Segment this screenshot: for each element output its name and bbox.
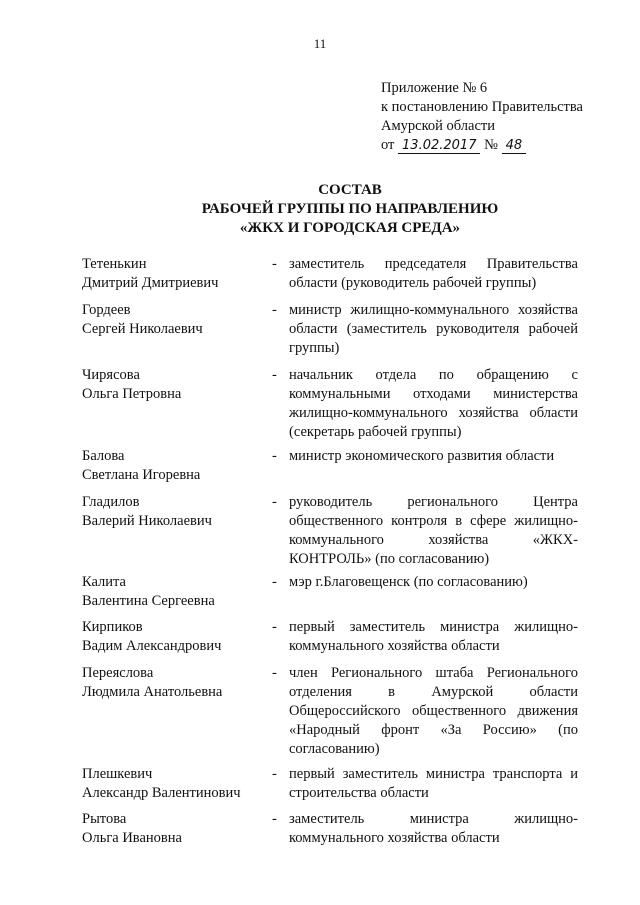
member-surname: Чирясова <box>82 367 140 383</box>
appendix-resolution-line: к постановлению Правительства <box>381 99 583 115</box>
separator-dash: - <box>272 302 277 318</box>
member-name <box>82 765 267 803</box>
member-role: член Регионального штаба Регионального отделения в Амурской области Общероссийского общественного движения «Народный фронт «За Россию» (по согласованию) <box>289 665 578 757</box>
separator-dash: - <box>272 367 277 383</box>
heading-line-3: «ЖКХ И ГОРОДСКАЯ СРЕДА» <box>239 220 461 236</box>
member-name <box>82 493 267 531</box>
date-prefix: от <box>381 137 395 153</box>
member-given-names: Александр Валентинович <box>82 785 241 801</box>
separator-dash: - <box>272 665 277 681</box>
member-role: мэр г.Благовещенск (по согласованию) <box>289 574 528 590</box>
member-given-names: Валентина Сергеевна <box>82 593 215 609</box>
member-given-names: Дмитрий Дмитриевич <box>82 275 219 291</box>
member-name <box>82 573 267 611</box>
handwritten-number: 48 <box>502 138 527 154</box>
member-surname: Переяслова <box>82 665 154 681</box>
member-given-names: Вадим Александрович <box>82 638 222 654</box>
member-name <box>82 618 267 656</box>
member-role: начальник отдела по обращению с коммунальными отходами министерства жилищно-коммунального хозяйства области (секретарь рабочей группы) <box>289 367 578 440</box>
member-role: первый заместитель министра транспорта и строительства области <box>289 766 578 801</box>
member-role: первый заместитель министра жилищно-коммунального хозяйства области <box>289 619 578 654</box>
appendix-block <box>381 79 583 155</box>
separator-dash: - <box>272 811 277 827</box>
member-role: руководитель регионального Центра общественного контроля в сфере жилищно-коммунального хозяйства «ЖКХ-КОНТРОЛЬ» (по согласованию) <box>289 494 578 567</box>
separator-dash: - <box>272 448 277 464</box>
separator-dash: - <box>272 574 277 590</box>
appendix-date-line <box>381 136 583 155</box>
member-name <box>82 447 267 485</box>
member-surname: Кирпиков <box>82 619 143 635</box>
member-name <box>82 664 267 702</box>
separator-dash: - <box>272 494 277 510</box>
page-number: 11 <box>313 36 327 51</box>
member-role: заместитель министра жилищно-коммунального хозяйства области <box>289 811 578 846</box>
member-role: заместитель председателя Правительства области (руководитель рабочей группы) <box>289 256 578 291</box>
member-surname: Тетенькин <box>82 256 147 272</box>
heading-line-2: РАБОЧЕЙ ГРУППЫ ПО НАПРАВЛЕНИЮ <box>201 201 499 217</box>
handwritten-date: 13.02.2017 <box>398 138 480 154</box>
document-heading <box>0 181 640 238</box>
member-name <box>82 255 267 293</box>
appendix-title: Приложение № 6 <box>381 80 488 96</box>
member-role: министр жилищно-коммунального хозяйства области (заместитель руководителя рабочей группы) <box>289 302 578 356</box>
member-surname: Плешкевич <box>82 766 153 782</box>
separator-dash: - <box>272 256 277 272</box>
separator-dash: - <box>272 766 277 782</box>
separator-dash: - <box>272 619 277 635</box>
member-surname: Рытова <box>82 811 127 827</box>
heading-title: СОСТАВ <box>318 182 382 198</box>
member-given-names: Светлана Игоревна <box>82 467 201 483</box>
member-name <box>82 366 267 404</box>
member-surname: Балова <box>82 448 125 464</box>
member-surname: Гордеев <box>82 302 131 318</box>
member-given-names: Людмила Анатольевна <box>82 684 223 700</box>
number-prefix: № <box>484 137 498 153</box>
member-surname: Калита <box>82 574 126 590</box>
appendix-region-line: Амурской области <box>381 118 495 134</box>
member-given-names: Ольга Петровна <box>82 386 182 402</box>
member-name <box>82 810 267 848</box>
member-given-names: Сергей Николаевич <box>82 321 203 337</box>
member-given-names: Валерий Николаевич <box>82 513 212 529</box>
member-name <box>82 301 267 339</box>
member-given-names: Ольга Ивановна <box>82 830 182 846</box>
member-surname: Гладилов <box>82 494 140 510</box>
member-role: министр экономического развития области <box>289 448 555 464</box>
